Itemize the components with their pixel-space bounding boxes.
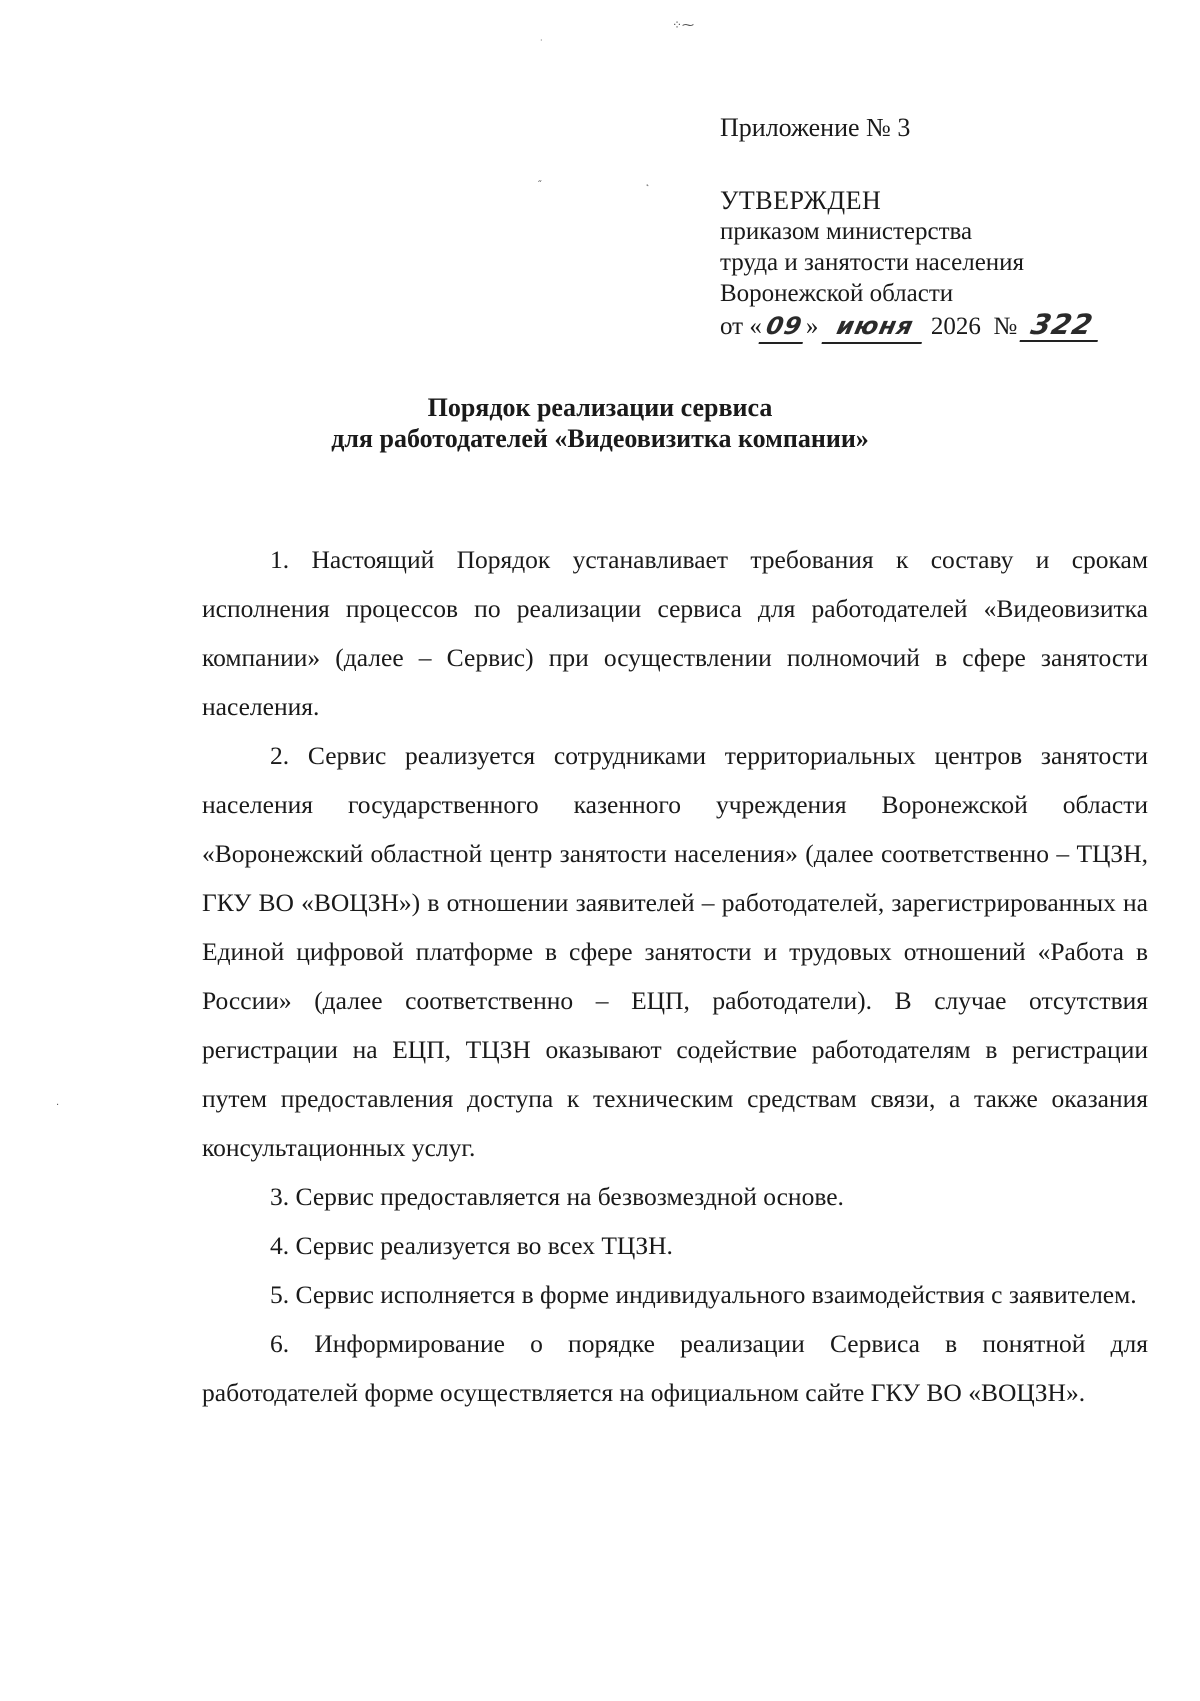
approval-line-region: Воронежской области: [720, 280, 954, 307]
approval-line-order: приказом министерства: [720, 218, 973, 245]
approval-line-ministry: труда и занятости населения: [720, 249, 1025, 276]
date-year: 2026: [930, 313, 981, 340]
paragraph-3: 3. Сервис предоставляется на безвозмездной основе.: [270, 1182, 844, 1211]
approval-block: [720, 112, 1160, 347]
approved-heading: УТВЕРЖДЕН: [720, 186, 882, 215]
scan-artifact-icon: ·: [540, 36, 543, 45]
scan-artifact-icon: ·: [56, 1100, 60, 1111]
scan-artifact-icon: ⁘⁓: [672, 18, 695, 32]
paragraph-5: 5. Сервис исполняется в форме индивидуального взаимодействия с заявителем.: [270, 1280, 1137, 1309]
date-prefix: от «: [720, 313, 762, 340]
scan-artifact-icon: ˛: [645, 176, 650, 187]
number-prefix: №: [993, 313, 1018, 340]
appendix-label: Приложение № 3: [720, 113, 911, 142]
paragraph-6: 6. Информирование о порядке реализации Сервиса в понятной для работодателей форме осуществляется на официальном сайте ГКУ ВО «ВОЦЗН».: [202, 1329, 1148, 1407]
approval-date-line: [720, 309, 1160, 347]
title-line-1: Порядок реализации сервиса: [427, 393, 773, 422]
handwritten-month: июня: [821, 311, 928, 344]
document-title: [0, 392, 1200, 454]
document-body: [202, 535, 1148, 1417]
title-line-2: для работодателей «Видеовизитка компании»: [331, 424, 869, 453]
paragraph-1: 1. Настоящий Порядок устанавливает требования к составу и срокам исполнения процессов по реализации сервиса для работодателей «Видеовизитка компании» (далее – Сервис) при осуществлении полномочий в сфере занятости населения.: [202, 545, 1148, 721]
paragraph-4: 4. Сервис реализуется во всех ТЦЗН.: [270, 1231, 673, 1260]
handwritten-day: 09: [758, 311, 809, 344]
paragraph-2: 2. Сервис реализуется сотрудниками территориальных центров занятости населения государственного казенного учреждения Воронежской области «Воронежский областной центр занятости населения» (далее соответственно – ТЦЗН, ГКУ ВО «ВОЦЗН») в отношении заявителей – работодателей, зарегистрированных на Единой цифровой платформе в сфере занятости и трудовых отношений «Работа в России» (далее соответственно – ЕЦП, работодатели). В случае отсутствия регистрации на ЕЦП, ТЦЗН оказывают содействие работодателям в регистрации путем предоставления доступа к техническим средствам связи, а также оказания консультационных услуг.: [202, 741, 1148, 1162]
date-mid: »: [805, 313, 819, 340]
handwritten-number: 322: [1020, 309, 1105, 342]
scan-artifact-icon: ˝: [537, 180, 542, 191]
